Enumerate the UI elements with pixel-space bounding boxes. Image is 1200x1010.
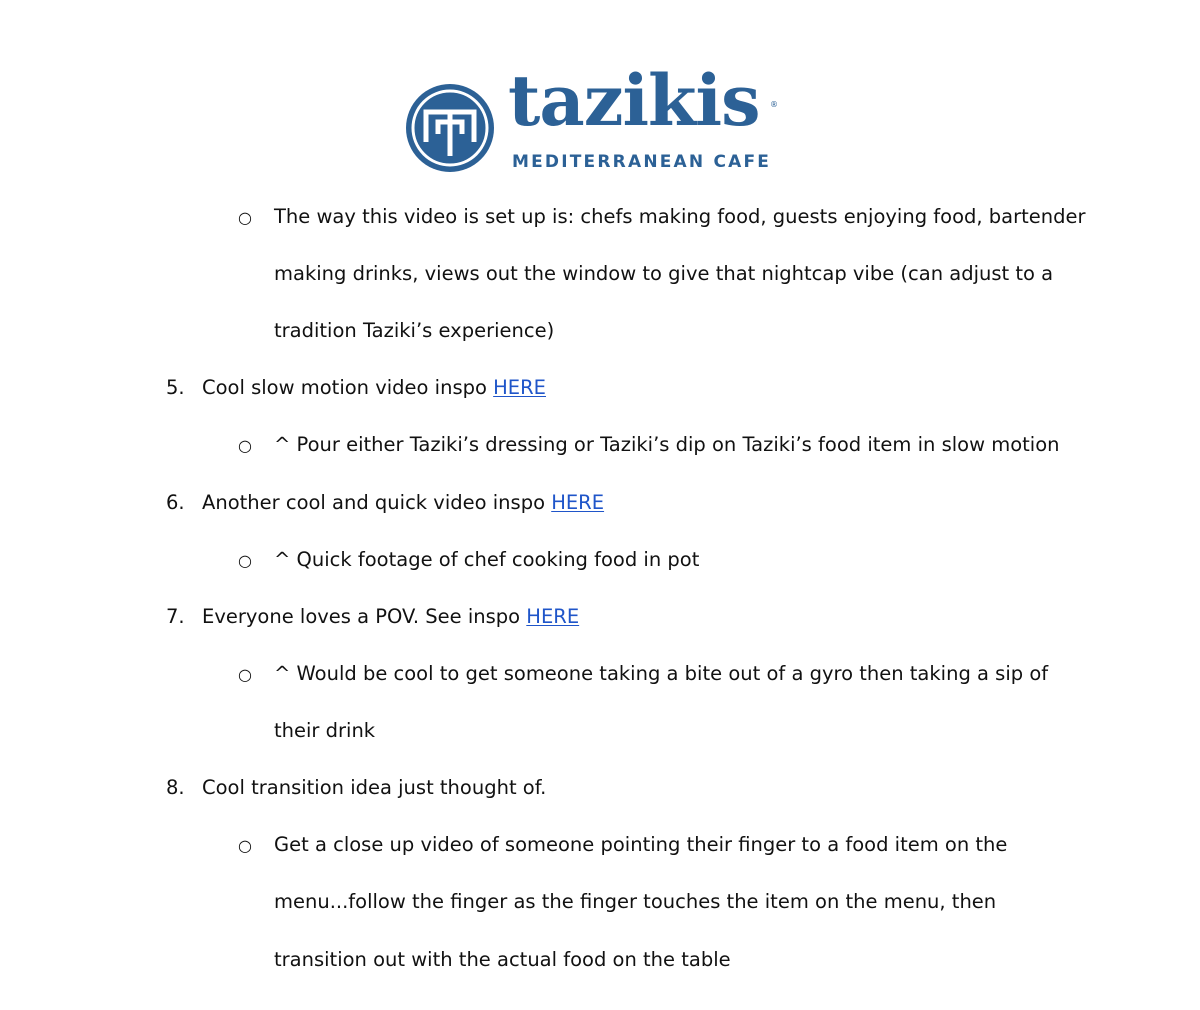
sub-bullet-line: making drinks, views out the window to give that nightcap vibe (can adjust to a xyxy=(274,262,1054,285)
bullet-icon: ○ xyxy=(238,665,252,684)
list-item-text: Another cool and quick video inspo xyxy=(202,491,552,514)
here-link[interactable]: HERE xyxy=(493,376,546,399)
list-number: 6. xyxy=(166,491,185,514)
bullet-icon: ○ xyxy=(238,836,252,855)
bullet-icon: ○ xyxy=(238,436,252,455)
sub-bullet-line: ^ Would be cool to get someone taking a bite out of a gyro then taking a sip of xyxy=(274,662,1049,685)
tazikis-logo xyxy=(404,59,784,176)
bullet-icon: ○ xyxy=(238,208,252,227)
sub-bullet-line: ^ Pour either Taziki’s dressing or Taziki’s dip on Taziki’s food item in slow motion xyxy=(274,433,1060,456)
list-item-text: Cool transition idea just thought of. xyxy=(202,776,547,799)
list-item-text: Cool slow motion video inspo xyxy=(202,376,494,399)
sub-bullet-line: tradition Taziki’s experience) xyxy=(274,319,555,342)
logo-wordmark: tazikis xyxy=(508,59,760,142)
list-item xyxy=(202,605,579,629)
list-number: 8. xyxy=(166,776,185,799)
sub-bullet-line: Get a close up video of someone pointing their finger to a food item on the xyxy=(274,833,1008,856)
list-number: 5. xyxy=(166,376,185,399)
sub-bullet-line: The way this video is set up is: chefs making food, guests enjoying food, bartender xyxy=(274,205,1086,228)
list-item xyxy=(202,776,546,800)
sub-bullet-line: transition out with the actual food on the table xyxy=(274,948,731,971)
list-item xyxy=(202,376,546,400)
list-item-text: Everyone loves a POV. See inspo xyxy=(202,605,527,628)
logo-tagline: MEDITERRANEAN CAFE xyxy=(512,152,772,172)
here-link[interactable]: HERE xyxy=(551,491,605,514)
list-number: 7. xyxy=(166,605,185,628)
here-link[interactable]: HERE xyxy=(526,605,580,628)
greek-key-emblem-icon xyxy=(404,80,496,172)
bullet-icon: ○ xyxy=(238,551,252,570)
registered-mark: ® xyxy=(770,100,778,109)
sub-bullet-line: ^ Quick footage of chef cooking food in pot xyxy=(274,548,700,571)
sub-bullet-line: their drink xyxy=(274,719,376,742)
sub-bullet-line: menu...follow the finger as the finger touches the item on the menu, then xyxy=(274,890,997,913)
list-item xyxy=(202,491,604,515)
